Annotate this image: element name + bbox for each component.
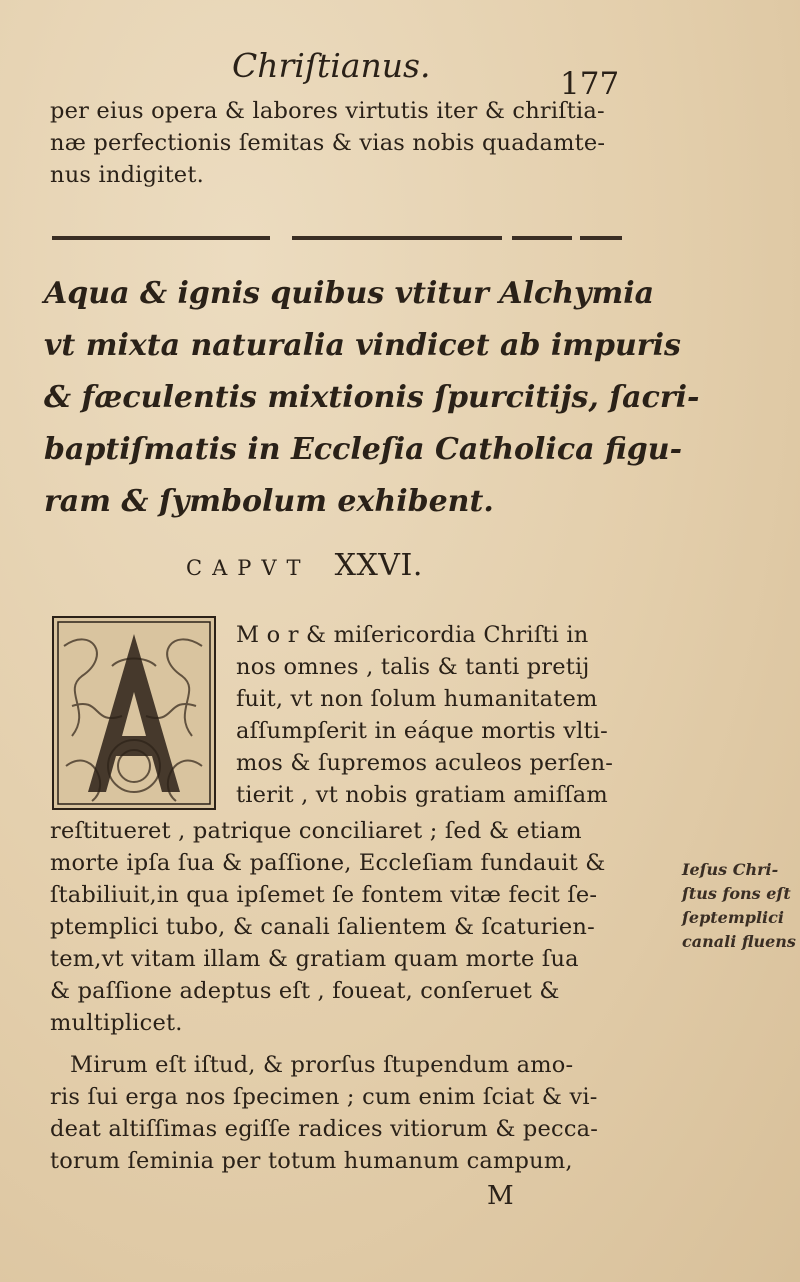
- text-line: morte ipſa ſua & paſſione, Eccleſiam fundauit &: [50, 850, 606, 876]
- text-line: multiplicet.: [50, 1010, 183, 1036]
- rule-segment: [512, 236, 572, 240]
- page-number: 177: [560, 66, 620, 102]
- text-line: tem,vt vitam illam & gratiam quam morte ſua: [50, 946, 579, 972]
- text-line: ris ſui erga nos ſpecimen ; cum enim ſciat & vi-: [50, 1084, 598, 1110]
- dropcap-frame: [52, 616, 216, 810]
- section-title-line: baptiſmatis in Eccleſia Catholica figu-: [44, 432, 683, 467]
- rule-segment: [292, 236, 502, 240]
- intro-line: næ perfectionis ſemitas & vias nobis quadamte-: [50, 130, 606, 156]
- text-line: aſſumpſerit in eáque mortis vlti-: [236, 718, 608, 744]
- chapter-caput: CAPVT: [186, 556, 311, 580]
- text-line: ptemplici tubo, & canali ſalientem & ſcaturien-: [50, 914, 595, 940]
- text-line: torum ſeminia per totum humanum campum,: [50, 1148, 573, 1174]
- rule-segment: [580, 236, 622, 240]
- text-line: tierit , vt nobis gratiam amiſſam: [236, 782, 608, 808]
- text-line: & paſſione adeptus eſt , foueat, conſeruet &: [50, 978, 560, 1004]
- margin-note-line: ſtus fons eſt: [682, 884, 791, 903]
- section-title-line: Aqua & ignis quibus vtitur Alchymia: [44, 276, 655, 311]
- chapter-heading: [186, 548, 423, 583]
- text-line: deat altiſſimas egiſſe radices vitiorum & pecca-: [50, 1116, 599, 1142]
- chapter-numeral: XXVI.: [334, 548, 423, 583]
- text-line: mos & ſupremos aculeos perſen-: [236, 750, 614, 776]
- margin-note-line: Ieſus Chri-: [682, 860, 779, 879]
- text-line: fuit, vt non ſolum humanitatem: [236, 686, 598, 712]
- intro-line: nus indigitet.: [50, 162, 204, 188]
- text-line: ſtabiliuit,in qua ipſemet ſe fontem vitæ fecit ſe-: [50, 882, 598, 908]
- margin-note-line: canali fluens: [682, 932, 796, 951]
- text-line: nos omnes , talis & tanti pretij: [236, 654, 590, 680]
- section-title-line: ram & ſymbolum exhibent.: [44, 484, 494, 519]
- text-line: Mirum eſt iſtud, & prorſus ſtupendum amo-: [70, 1052, 574, 1078]
- rule-segment: [52, 236, 270, 240]
- section-title-line: & fæculentis mixtionis ſpurcitijs, ſacri-: [44, 380, 700, 415]
- dropcap-woodcut: [52, 616, 216, 810]
- section-title-line: vt mixta naturalia vindicet ab impuris: [44, 328, 681, 363]
- text-line: M o r & miſericordia Chriſti in: [236, 622, 589, 648]
- running-head: Chriſtianus.: [232, 46, 431, 85]
- text-line: reſtitueret , patrique conciliaret ; ſed & etiam: [50, 818, 582, 844]
- signature-mark: M: [487, 1181, 514, 1211]
- margin-note-line: ſeptemplici: [682, 908, 784, 927]
- intro-line: per eius opera & labores virtutis iter & chriſtia-: [50, 98, 605, 124]
